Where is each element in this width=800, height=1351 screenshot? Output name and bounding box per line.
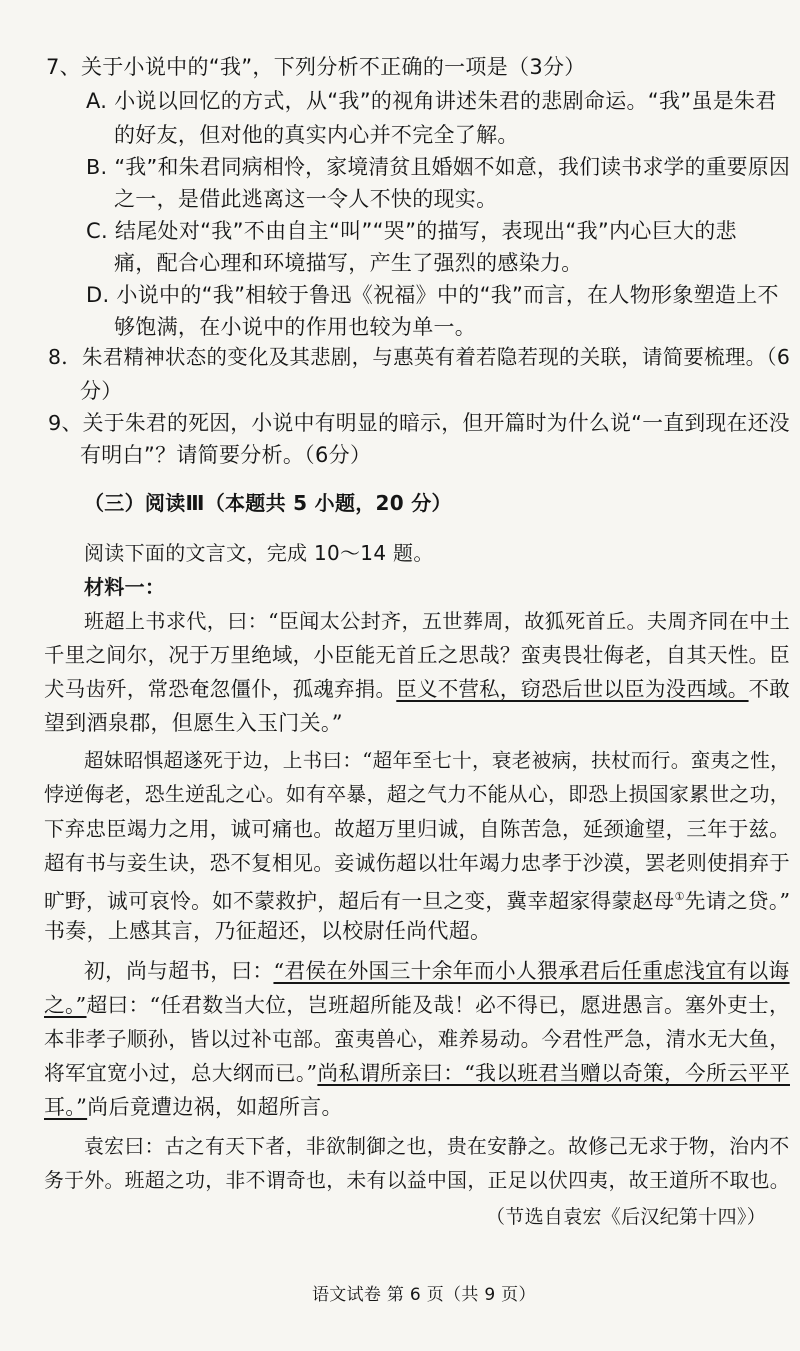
passage-p3-line5 [44,1094,343,1120]
passage-p2-line5-post: 先请之贷。” [684,888,791,913]
q7-stem: 7、关于小说中的“我”，下列分析不正确的一项是（3分） [46,55,586,79]
page-footer: 语文试卷 第 6 页（共 9 页） [312,1285,536,1305]
passage-p1-line1: 班超上书求代，曰：“臣闻太公封齐，五世葬周，故狐死首丘。夫周齐同在中土 [84,609,791,633]
passage-p3-line2-post: 超曰：“任君数当大位，岂班超所能及哉！必不得已，愿进愚言。塞外吏士， [86,993,790,1017]
passage-p3-line4 [44,1060,790,1086]
passage-p3-line1-pre: 初，尚与超书，曰： [84,959,274,983]
passage-p1-line3-post: 不敢 [748,677,791,701]
underlined-sentence-3-part1: 尚私谓所亲曰：“我以班君当赠以奇策，今所云平平 [317,1061,790,1085]
passage-p3-line4-pre: 将军宜宽小过，总大纲而已。” [44,1061,318,1085]
section-title: （三）阅读Ⅲ（本题共 5 小题，20 分） [84,491,452,515]
passage-source: （节选自袁宏《后汉纪第十四》） [486,1206,767,1228]
footnote-marker: ① [674,890,685,903]
passage-p3-line5-post: 尚后竟遭边祸，如超所言。 [87,1095,343,1119]
underlined-sentence-3-part2: 耳。” [44,1095,88,1119]
passage-p3-line2 [44,992,790,1018]
passage-p4-line1: 袁宏曰：古之有天下者，非欲制御之也，贵在安静之。故修己无求于物，治内不 [84,1135,790,1158]
q7-option-b-line1: B. “我”和朱君同病相怜，家境清贫且婚姻不如意，我们读书求学的重要原因 [86,155,791,179]
q7-option-d-line1: D. 小说中的“我”相较于鲁迅《祝福》中的“我”而言，在人物形象塑造上不 [86,283,779,307]
q8-line2: 分） [80,379,123,403]
passage-p2-line5 [44,884,790,914]
passage-p2-line3: 下弃忠臣竭力之用，诚可痛也。故超万里归诚，自陈苦急，延颈逾望，三年于兹。 [44,817,790,841]
underlined-sentence-1: 臣义不营私，窃恐后世以臣为没西域。 [396,677,749,701]
q7-option-c-line1: C. 结尾处对“我”不由自主“叫”“哭”的描写，表现出“我”内心巨大的悲 [86,219,737,243]
section-instruction: 阅读下面的文言文，完成 10～14 题。 [84,541,434,565]
passage-p2-line5-pre: 旷野，诚可哀怜。如不蒙救护，超后有一旦之变，冀幸超家得蒙赵母 [44,888,675,913]
passage-p1-line2: 千里之间尔，况于万里绝域，小臣能无首丘之思哉？蛮夷畏壮侮老，自其天性。臣 [44,643,790,667]
passage-p3-line1 [84,958,790,984]
passage-p3-line3: 本非孝子顺孙，皆以过补屯部。蛮夷兽心，难养易动。今君性严急，清水无大鱼， [44,1027,790,1051]
passage-p4-line2: 务于外。班超之功，非不谓奇也，未有以益中国，正足以伏四夷，故王道所不取也。 [44,1169,790,1192]
passage-p2-line6: 书奏，上感其言，乃征超还，以校尉任尚代超。 [44,919,492,943]
q9-line2: 有明白”？请简要分析。（6分） [80,443,372,467]
underlined-sentence-2-part1: “君侯在外国三十余年而小人猥承君后任重虑浅宜有以诲 [273,959,790,983]
q7-option-c-line2: 痛，配合心理和环境描写，产生了强烈的感染力。 [114,251,583,275]
q7-option-d-line2: 够饱满，在小说中的作用也较为单一。 [114,315,477,339]
underlined-sentence-2-part2: 之。” [44,993,87,1017]
q8-line1: 8．朱君精神状态的变化及其悲剧，与惠英有着若隐若现的关联，请简要梳理。（6 [48,345,791,369]
passage-p1-line4: 望到酒泉郡，但愿生入玉门关。” [44,711,343,735]
passage-p1-line3 [44,676,790,702]
passage-p2-line1: 超妹昭惧超遂死于边，上书曰：“超年至七十，衰老被病，扶杖而行。蛮夷之性， [84,749,791,772]
passage-p2-line4: 超有书与妾生诀，恐不复相见。妾诚伤超以壮年竭力忠孝于沙漠，罢老则使捐弃于 [44,851,790,875]
material-label: 材料一： [84,575,166,599]
passage-p1-line3-pre: 犬马齿歼，常恐奄忽僵仆，孤魂弃捐。 [44,677,397,701]
q9-line1: 9、关于朱君的死因，小说中有明显的暗示，但开篇时为什么说“一直到现在还没 [48,411,790,435]
passage-p2-line2: 悖逆侮老，恐生逆乱之心。如有卒暴，超之气力不能从心，即恐上损国家累世之功， [44,783,790,806]
q7-option-a-line1: A. 小说以回忆的方式，从“我”的视角讲述朱君的悲剧命运。“我”虽是朱君 [86,89,777,113]
q7-option-b-line2: 之一，是借此逃离这一令人不快的现实。 [114,187,498,211]
q7-option-a-line2: 的好友，但对他的真实内心并不完全了解。 [114,123,519,147]
